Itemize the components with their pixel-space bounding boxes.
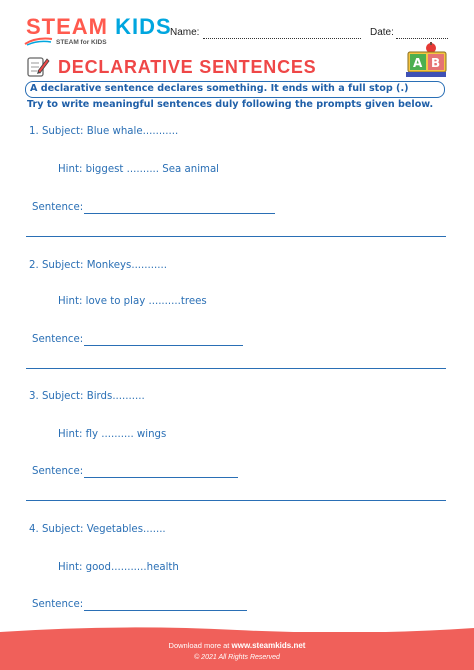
pencil-paper-icon [26,54,50,78]
question-4-sentence-label: Sentence: [32,599,84,610]
question-2-hint: Hint: love to play ..........trees [58,296,207,307]
question-2-answer-line[interactable] [26,368,446,369]
question-4-subject: 4. Subject: Vegetables....... [29,524,166,535]
books-abc-icon [404,42,448,78]
question-2-sentence-line[interactable] [84,345,243,346]
logo-kids-text: KIDS [115,14,172,39]
logo-steam-text: STEAM [26,14,108,39]
question-2-subject: 2. Subject: Monkeys........... [29,260,167,271]
question-1-subject: 1. Subject: Blue whale........... [29,126,179,137]
definition-text: A declarative sentence declares something. It ends with a full stop (.) [30,83,409,94]
question-2-sentence-label: Sentence: [32,334,84,345]
question-3-hint: Hint: fly .......... wings [58,429,167,440]
footer-rights: © 2021 All Rights Reserved [194,654,280,661]
question-1-hint: Hint: biggest .......... Sea animal [58,164,220,175]
svg-text:A: A [413,56,423,70]
question-1-sentence-label: Sentence: [32,202,84,213]
question-3-sentence-label: Sentence: [32,466,84,477]
footer-bar [0,632,474,670]
question-3-subject: 3. Subject: Birds.......... [29,391,145,402]
question-4-hint: Hint: good...........health [58,562,179,573]
name-label: Name: [170,27,200,38]
name-field[interactable] [203,38,361,39]
footer-site-link[interactable]: www.steamkids.net [231,641,306,650]
question-1-sentence-line[interactable] [84,213,275,214]
logo-tagline: STEAM for KIDS [56,39,107,46]
instruction-text: Try to write meaningful sentences duly following the prompts given below. [27,99,434,110]
date-label: Date: [370,27,394,38]
page-title: DECLARATIVE SENTENCES [58,57,317,77]
question-4-sentence-line[interactable] [84,610,247,611]
logo-swoosh-icon [24,36,54,46]
question-1-answer-line[interactable] [26,236,446,237]
date-field[interactable] [396,38,448,39]
footer-download-prefix: Download more at [168,641,230,650]
question-3-sentence-line[interactable] [84,477,238,478]
question-3-answer-line[interactable] [26,500,446,501]
footer-download-text [0,641,474,650]
svg-text:B: B [431,56,441,70]
